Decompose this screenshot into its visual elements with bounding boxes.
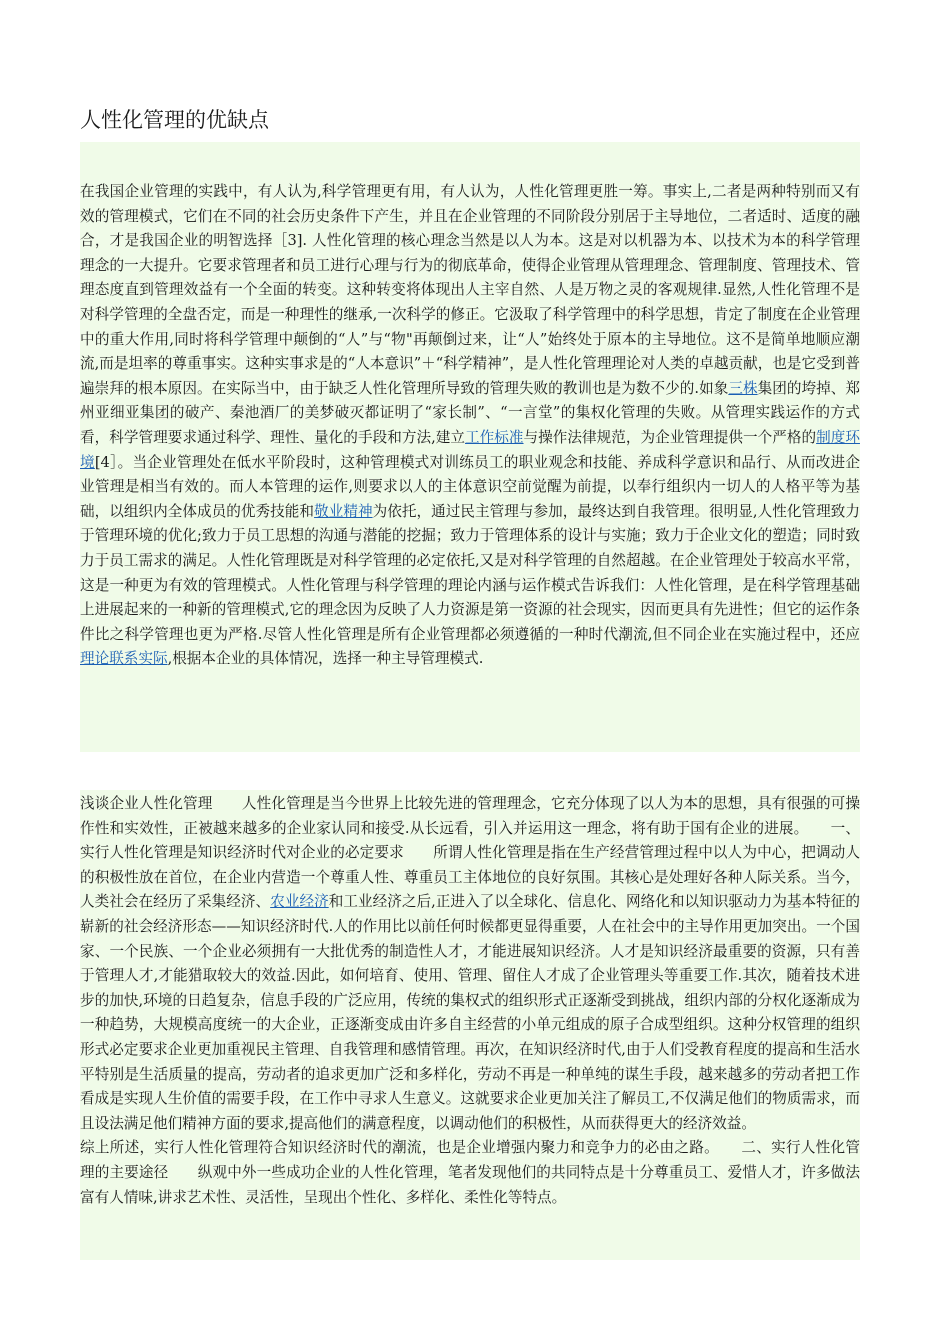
page-title: 人性化管理的优缺点 (80, 108, 269, 132)
inline-link[interactable]: 敬业精神 (314, 502, 373, 520)
text-run: 浅谈企业人性化管理 人性化管理是当今世界上比较先进的管理理念，它充分体现了以人为本的思想，具有很强的可操作性和实效性，正被越来越多的企业家认同和接受.从长远看，引入并运用这一理念，将有助于国有企业的进展。 一、实行人性化管理是知识经济时代对企业的必定要求 所谓人性化管理是指在生产经营管理过程中以人为中心，把调动人的积极性放在首位，在企业内营造一个尊重人性、尊重员工主体地位的良好氛围。其核心是处理好各种人际关系。当今，人类社会在经历了采集经济、 (80, 795, 860, 911)
text-run: 与操作法律规范，为企业管理提供一个严格的 (523, 428, 817, 446)
inline-link[interactable]: 工作标准 (465, 428, 524, 446)
article-paragraph-2 (80, 792, 860, 1210)
text-run: ,根据本企业的具体情况，选择一种主导管理模式. (167, 650, 484, 668)
article-section-2 (80, 790, 860, 1260)
text-run: 和工业经济之后,正进入了以全球化、信息化、网络化和以知识驱动力为基本特征的崭新的社会经济形态——知识经济时代.人的作用比以前任何时候都更显得重要，人在社会中的主导作用更加突出。一个国家、一个民族、一个企业必须拥有一大批优秀的制造性人才，才能进展知识经济。人才是知识经济最重要的资源，只有善于管理人才,才能猎取较大的效益.因此，如何培育、使用、管理、留住人才成了企业管理头等重要工作.其次，随着技术进步的加快,环境的日趋复杂，信息手段的广泛应用，传统的集权式的组织形式正逐渐受到挑战，组织内部的分权化逐渐成为一种趋势，大规模高度统一的大企业，正逐渐变成由许多自主经营的小单元组成的原子合成型组织。这种分权管理的组织形式必定要求企业更加重视民主管理、自我管理和感情管理。再次，在知识经济时代,由于人们受教育程度的提高和生活水平特别是生活质量的提高，劳动者的追求更加广泛和多样化，劳动不再是一种单纯的谋生手段，越来越多的劳动者把工作看成是实现人生价值的需要手段，在工作中寻求人生意义。这就要求企业更加关注了解员工,不仅满足他们的物质需求，而且设法满足他们精神方面的要求,提高他们的满意程度，以调动他们的积极性，从而获得更大的经济效益。 (80, 893, 860, 1132)
inline-link[interactable]: 制度环境 (80, 428, 860, 471)
inline-link[interactable]: 理论联系实际 (80, 650, 168, 668)
text-run: 集团的垮掉、郑州亚细亚集团的破产、秦池酒厂的美梦破灭都证明了“家长制”、“一言堂”的集权化管理的失败。从管理实践运作的方式看，科学管理要求通过科学、理性、量化的手段和方法,建立 (80, 379, 860, 446)
text-run: 为依托，通过民主管理与参加，最终达到自我管理。很明显,人性化管理致力于管理环境的优化;致力于员工思想的沟通与潜能的挖掘；致力于管理体系的设计与实施；致力于企业文化的塑造；同时致力于员工需求的满足。人性化管理既是对科学管理的必定依托,又是对科学管理的自然超越。在企业管理处于较高水平常，这是一种更为有效的管理模式。人性化管理与科学管理的理论内涵与运作模式告诉我们：人性化管理，是在科学管理基础上进展起来的一种新的管理模式,它的理念因为反映了人力资源是第一资源的社会现实，因而更具有先进性；但它的运作条件比之科学管理也更为严格.尽管人性化管理是所有企业管理都必须遵循的一种时代潮流,但不同企业在实施过程中，还应 (80, 502, 860, 643)
article-section-1 (80, 142, 860, 752)
text-run: 在我国企业管理的实践中，有人认为,科学管理更有用，有人认为，人性化管理更胜一筹。事实上,二者是两种特别而又有效的管理模式，它们在不同的社会历史条件下产生，并且在企业管理的不同阶段分别居于主导地位，二者适时、适度的融合，才是我国企业的明智选择［3]. 人性化管理的核心理念当然是以人为本。这是对以机器为本、以技术为本的科学管理理念的一大提升。它要求管理者和员工进行心理与行为的彻底革命，使得企业管理从管理理念、管理制度、管理技术、管理态度直到管理效益有一个全面的转变。这种转变将体现出人主宰自然、人是万物之灵的客观规律.显然,人性化管理不是对科学管理的全盘否定，而是一种理性的继承,一次科学的修正。它汲取了科学管理中的科学思想，肯定了制度在企业管理中的重大作用,同时将科学管理中颠倒的“人”与“物"再颠倒过来，让“人”始终处于原本的主导地位。这不是简单地顺应潮流,而是坦率的尊重事实。这种实事求是的“人本意识”＋“科学精神”，是人性化管理理论对人类的卓越贡献，也是它受到普遍崇拜的根本原因。在实际当中，由于缺乏人性化管理所导致的管理失败的教训也是为数不少的.如象 (80, 183, 860, 397)
text-run: 综上所述，实行人性化管理符合知识经济时代的潮流，也是企业增强内聚力和竞争力的必由之路。 二、实行人性化管理的主要途径 纵观中外一些成功企业的人性化管理，笔者发现他们的共同特点是十分尊重员工、爱惜人才，许多做法富有人情味,讲求艺术性、灵活性，呈现出个性化、多样化、柔性化等特点。 (80, 1139, 860, 1206)
article-paragraph-1 (80, 180, 860, 672)
inline-link[interactable]: 农业经济 (270, 893, 329, 911)
inline-link[interactable]: 三株 (728, 379, 758, 397)
text-run: [4］。当企业管理处在低水平阶段时，这种管理模式对训练员工的职业观念和技能、养成科学意识和品行、从而改进企业管理是相当有效的。而人本管理的运作,则要求以人的主体意识空前觉醒为前提，以奉行组织内一切人的人格平等为基础，以组织内全体成员的优秀技能和 (80, 453, 860, 520)
